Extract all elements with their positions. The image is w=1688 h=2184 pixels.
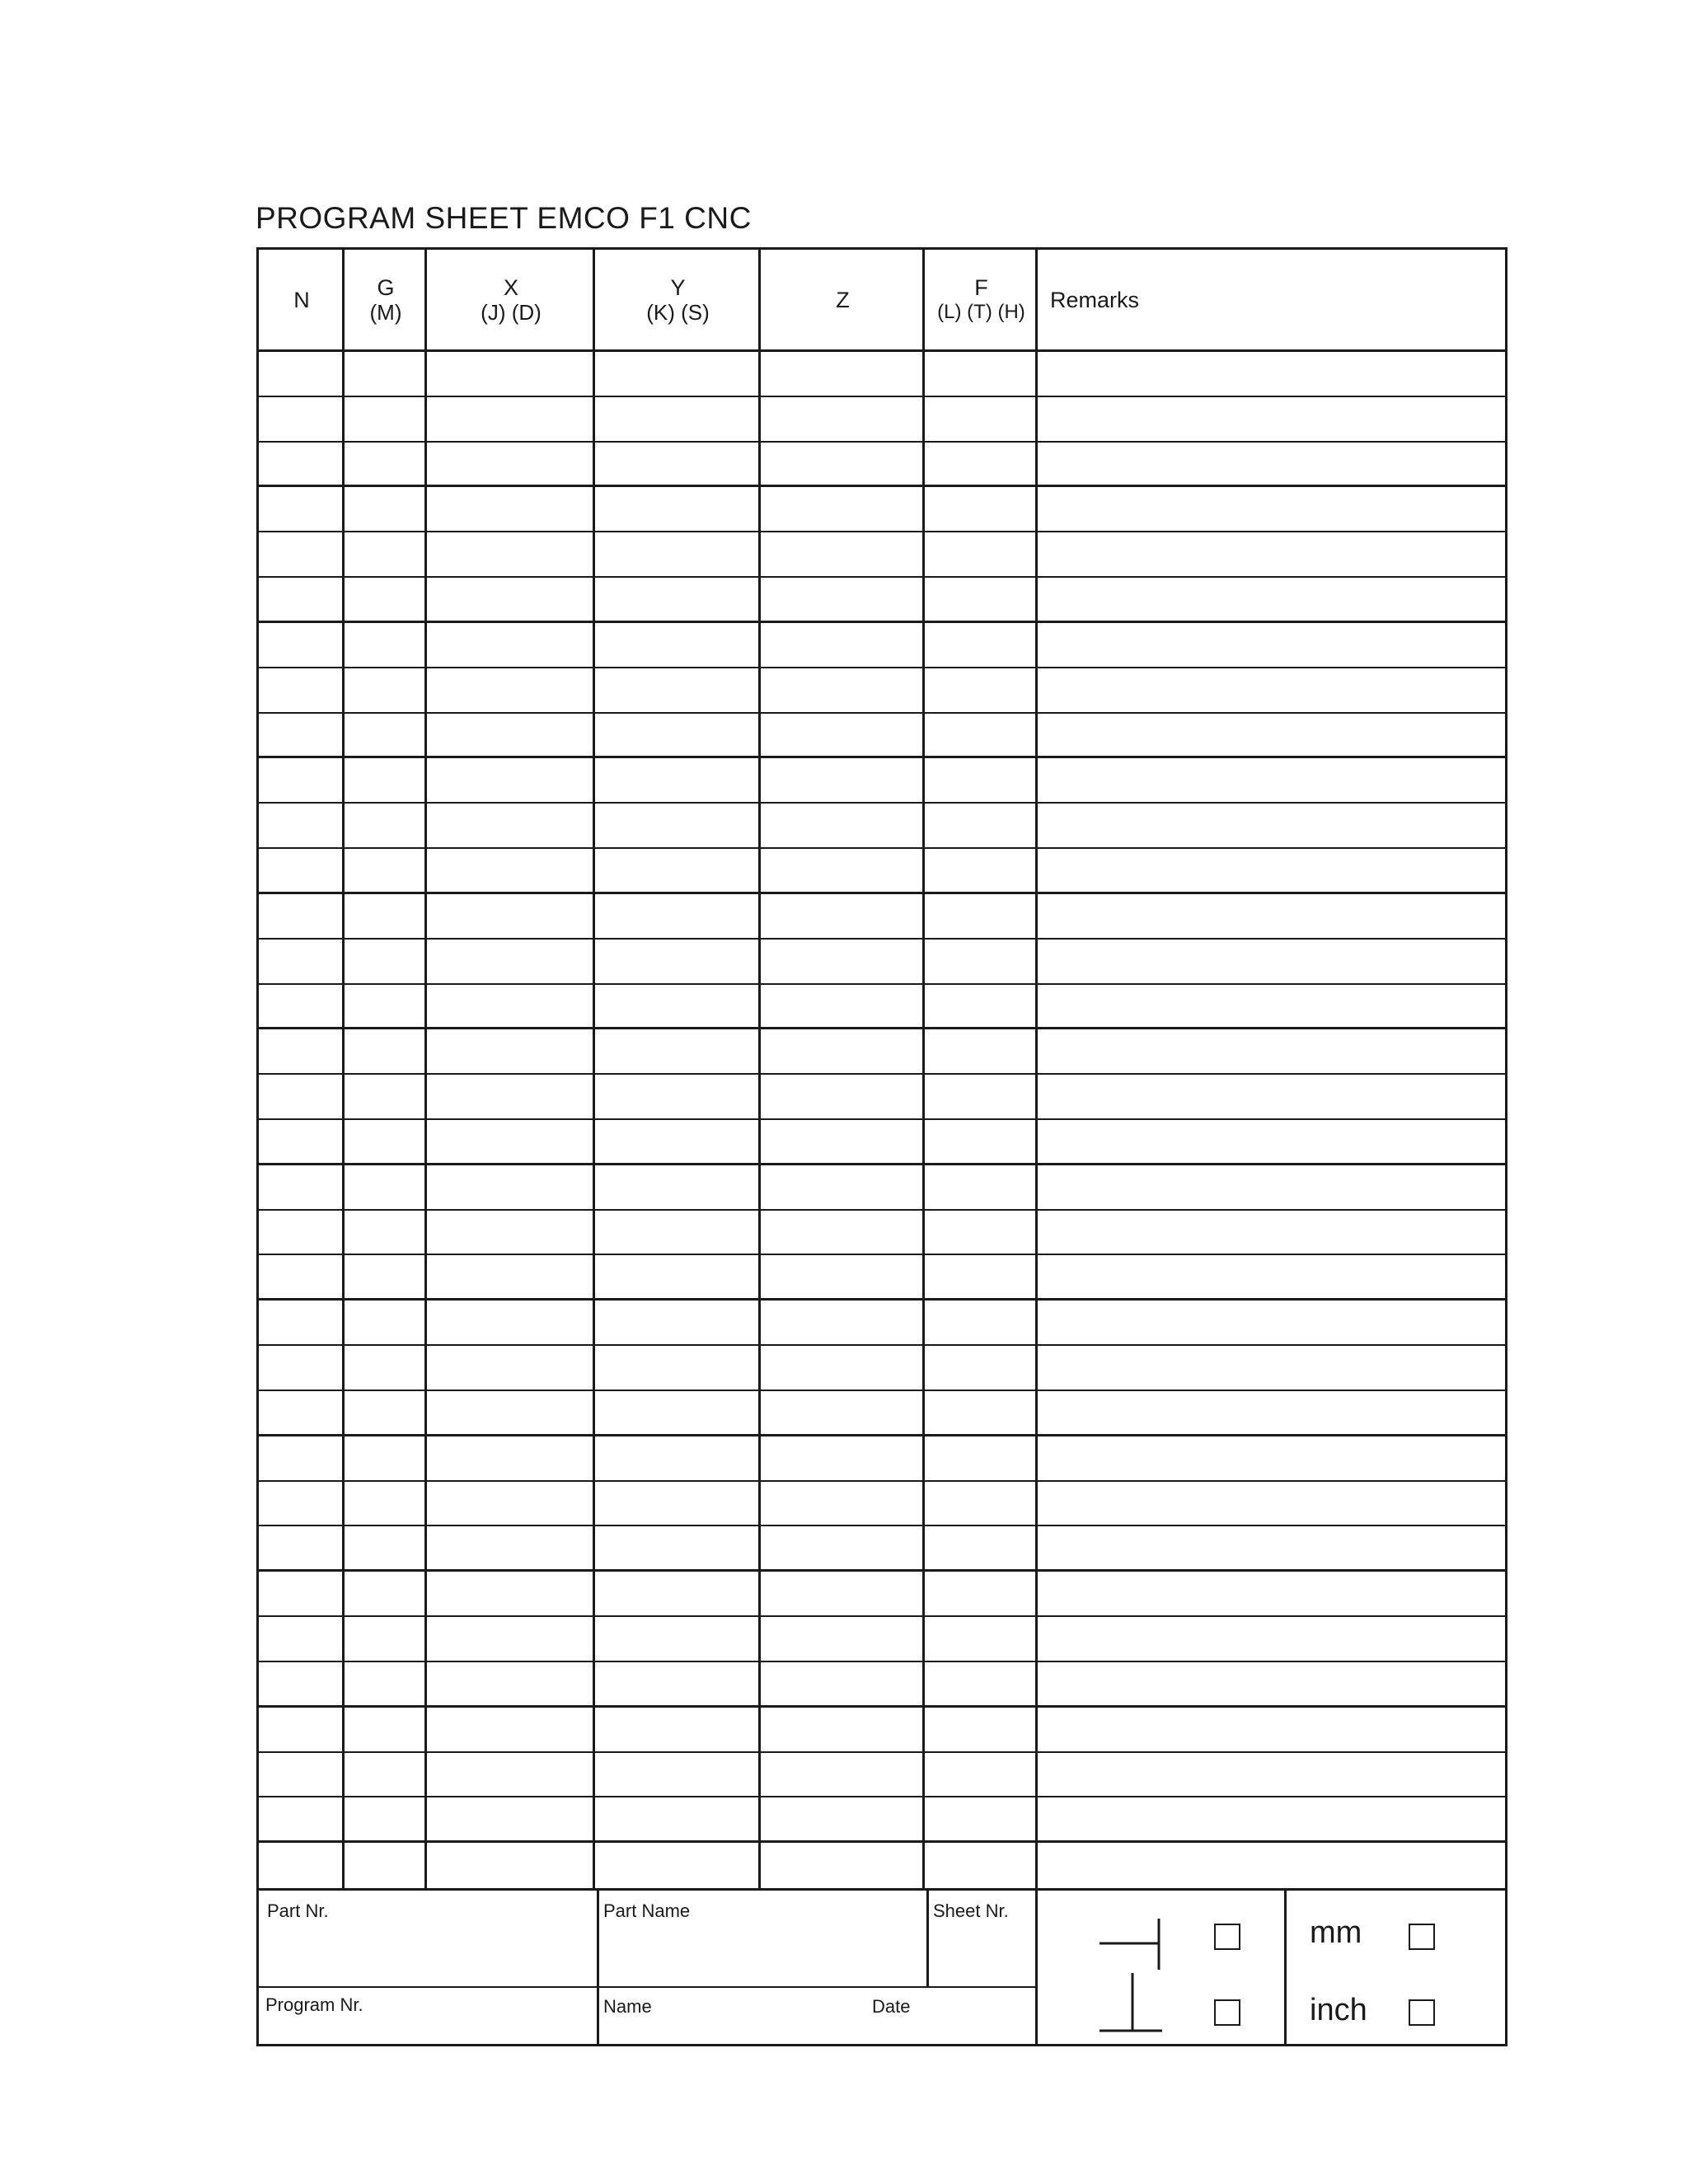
table-row	[259, 1165, 1505, 1211]
table-row	[259, 668, 1505, 714]
footer-divider	[926, 1891, 929, 1987]
table-row	[259, 1346, 1505, 1391]
column-header-z	[761, 250, 925, 349]
table-row	[259, 1797, 1505, 1843]
table-row	[259, 985, 1505, 1030]
table-row	[259, 397, 1505, 443]
program-nr-label: Program Nr.	[265, 1994, 363, 2015]
table-row	[259, 758, 1505, 804]
face-turning-checkbox[interactable]	[1214, 1999, 1240, 2026]
program-sheet-table	[256, 247, 1507, 2046]
table-row	[259, 714, 1505, 759]
date-label: Date	[872, 1996, 911, 2017]
table-row	[259, 487, 1505, 532]
sheet-footer	[259, 1888, 1505, 2046]
table-row	[259, 1617, 1505, 1662]
column-header-remarks-label: Remarks	[1050, 287, 1140, 312]
side-turning-checkbox[interactable]	[1214, 1924, 1240, 1950]
table-header	[259, 250, 1505, 352]
table-row	[259, 443, 1505, 488]
unit-inch-label: inch	[1310, 1993, 1367, 2027]
table-row	[259, 1029, 1505, 1075]
face-turning-icon	[1100, 1970, 1165, 2036]
table-row	[259, 1211, 1505, 1256]
column-header-remarks	[1050, 250, 1139, 349]
unit-mm-checkbox[interactable]	[1409, 1924, 1435, 1950]
column-header-n-label: N	[293, 287, 310, 312]
table-row	[259, 352, 1505, 397]
page-title: PROGRAM SHEET EMCO F1 CNC	[256, 201, 752, 235]
part-name-label: Part Name	[603, 1900, 691, 1921]
column-header-f	[925, 250, 1038, 349]
table-row	[259, 578, 1505, 623]
column-header-x-label: X	[503, 274, 518, 300]
column-header-f-sub: (L) (T) (H)	[937, 300, 1025, 323]
footer-divider	[259, 1986, 1037, 1988]
column-header-x-sub: (J) (D)	[481, 299, 542, 325]
column-header-x	[427, 250, 595, 349]
column-header-z-label: Z	[836, 287, 850, 312]
table-row	[259, 1526, 1505, 1572]
part-nr-label: Part Nr.	[267, 1900, 329, 1921]
table-row	[259, 1391, 1505, 1436]
column-header-y	[595, 250, 761, 349]
column-header-n	[259, 250, 345, 349]
column-header-g	[345, 250, 427, 349]
sheet-nr-label: Sheet Nr.	[933, 1900, 1009, 1921]
table-row	[259, 1301, 1505, 1346]
table-row	[259, 1753, 1505, 1798]
table-row	[259, 1482, 1505, 1527]
column-header-g-sub: (M)	[369, 299, 402, 325]
table-row	[259, 804, 1505, 849]
unit-mm-label: mm	[1310, 1915, 1362, 1950]
table-row	[259, 894, 1505, 940]
table-row	[259, 940, 1505, 985]
column-header-g-label: G	[377, 274, 395, 300]
column-header-y-label: Y	[670, 274, 686, 300]
table-row	[259, 623, 1505, 668]
table-row	[259, 1662, 1505, 1708]
table-row	[259, 1075, 1505, 1120]
unit-inch-checkbox[interactable]	[1409, 1999, 1435, 2026]
table-row	[259, 1120, 1505, 1165]
column-header-f-label: F	[974, 274, 988, 300]
table-row	[259, 1843, 1505, 1888]
column-header-y-sub: (K) (S)	[646, 299, 710, 325]
table-row	[259, 1572, 1505, 1617]
table-row	[259, 532, 1505, 578]
side-turning-icon	[1100, 1915, 1165, 1973]
name-label: Name	[603, 1996, 652, 2017]
table-row	[259, 1255, 1505, 1301]
table-row	[259, 1708, 1505, 1753]
table-row	[259, 849, 1505, 894]
footer-divider	[597, 1891, 599, 2046]
footer-divider	[1284, 1891, 1287, 2046]
footer-divider	[1035, 1891, 1038, 2046]
table-row	[259, 1436, 1505, 1482]
